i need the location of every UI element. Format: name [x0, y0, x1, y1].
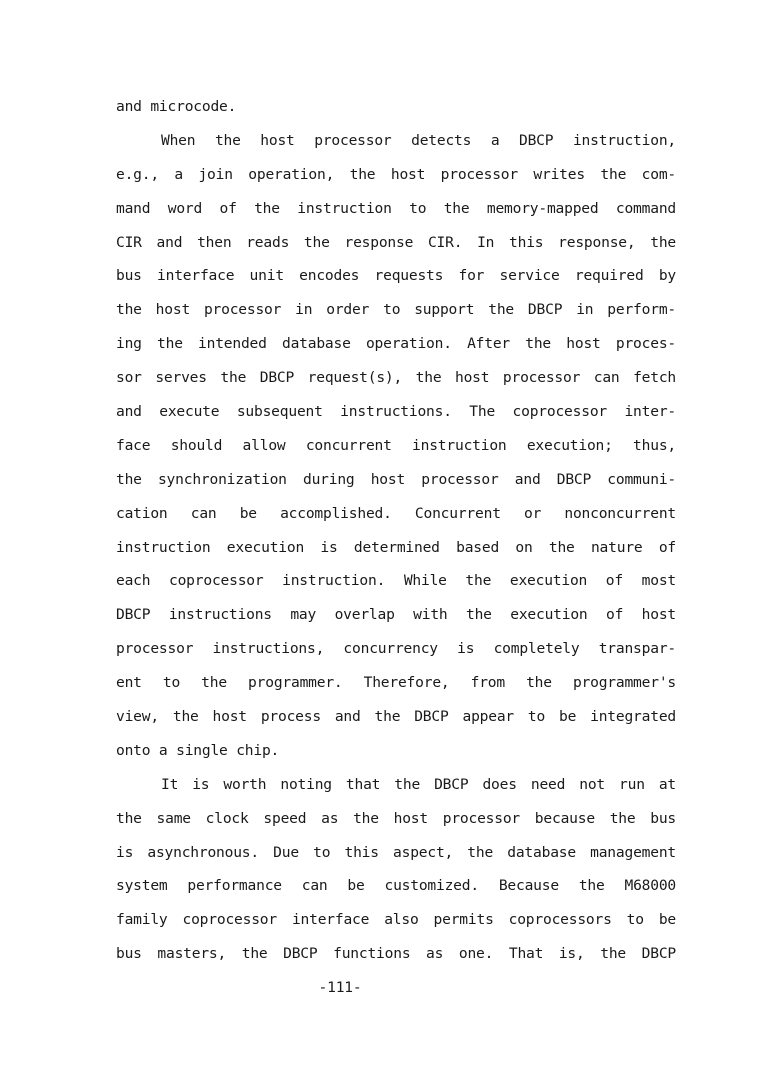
text-line: bus masters, the DBCP functions as one. That is, the DBCP [116, 945, 676, 963]
text-line: family coprocessor interface also permits coprocessors to be [116, 911, 676, 929]
text-line: It is worth noting that the DBCP does need not run at [161, 775, 676, 793]
text-line: e.g., a join operation, the host processor writes the com- [116, 165, 676, 183]
text-line: is asynchronous. Due to this aspect, the database management [116, 843, 676, 861]
text-line: cation can be accomplished. Concurrent or nonconcurrent [116, 504, 676, 522]
text-line: ing the intended database operation. After the host proces- [116, 335, 676, 353]
text-line: and execute subsequent instructions. The coprocessor inter- [116, 403, 676, 421]
text-line: each coprocessor instruction. While the execution of most [116, 572, 676, 590]
text-line: the same clock speed as the host processor because the bus [116, 809, 676, 827]
text-line: view, the host process and the DBCP appear to be integrated [116, 708, 676, 726]
text-line: onto a single chip. [116, 741, 280, 759]
text-line: system performance can be customized. Because the M68000 [116, 877, 676, 895]
text-line: DBCP instructions may overlap with the execution of host [116, 606, 676, 624]
text-line: bus interface unit encodes requests for service required by [116, 267, 676, 285]
text-line: sor serves the DBCP request(s), the host processor can fetch [116, 369, 676, 387]
body-text [116, 90, 676, 971]
text-line: face should allow concurrent instruction execution; thus, [116, 436, 676, 454]
text-line: CIR and then reads the response CIR. In this response, the [116, 233, 676, 251]
text-line: the synchronization during host processor and DBCP communi- [116, 470, 676, 488]
text-line: processor instructions, concurrency is completely transpar- [116, 640, 676, 658]
text-line: mand word of the instruction to the memory-mapped command [116, 199, 676, 217]
text-line: When the host processor detects a DBCP instruction, [161, 131, 676, 149]
text-line: the host processor in order to support the DBCP in perform- [116, 301, 676, 319]
text-line: and microcode. [116, 98, 237, 115]
text-line: ent to the programmer. Therefore, from the programmer's [116, 674, 676, 692]
page-number: -111- [318, 979, 362, 996]
text-line: instruction execution is determined based on the nature of [116, 538, 676, 556]
